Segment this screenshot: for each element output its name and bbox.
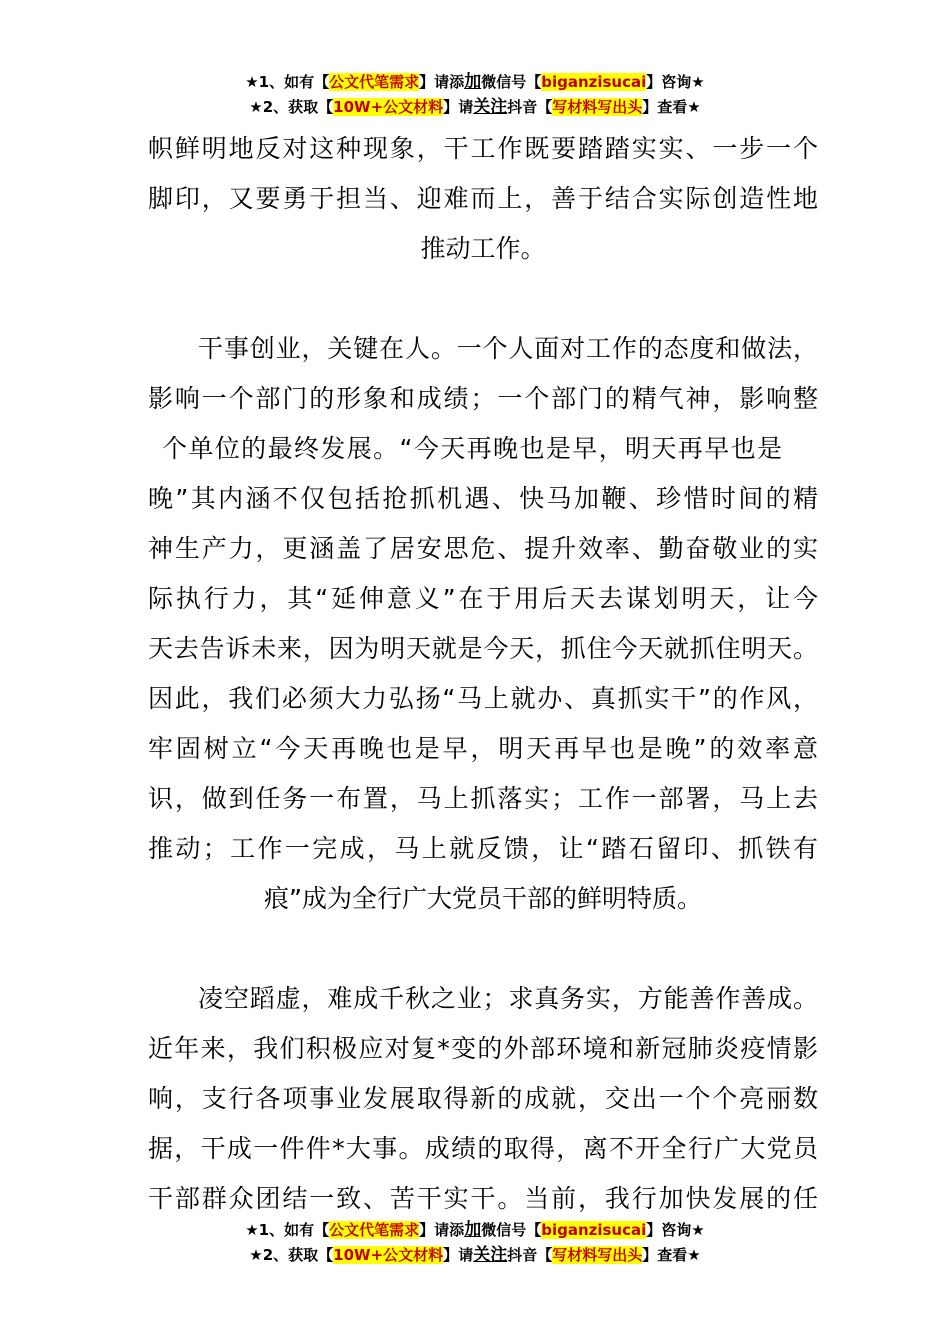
banner-text: 微信号	[481, 1221, 527, 1239]
text-line: 识，做到任务一布置，马上抓落实；工作一部署，马上去	[148, 784, 818, 813]
bracket: 【	[537, 98, 553, 116]
highlight-service: 公文代笔需求	[329, 1221, 420, 1239]
text-line: 推动工作。	[420, 234, 546, 263]
highlight-douyin-account: 写材料写出头	[552, 1246, 643, 1264]
bracket: 】	[443, 98, 459, 116]
banner-line-1	[0, 70, 950, 95]
banner-text: ★2、获取	[249, 1246, 319, 1264]
banner-text: 请	[458, 98, 474, 116]
bracket: 】	[419, 73, 435, 91]
banner-text: ★2、获取	[249, 98, 319, 116]
bracket: 】	[646, 1221, 662, 1239]
banner-emphasis: 加	[464, 72, 482, 92]
highlight-wechat-id: biganzisucai	[541, 1221, 647, 1239]
text-line: 因此，我们必须大力弘扬“马上就办、真抓实干”的作风，	[148, 684, 818, 713]
banner-text: ★1、如有	[245, 1221, 315, 1239]
bracket: 】	[646, 73, 662, 91]
text-line: 凌空蹈虚，难成千秋之业；求真务实，方能善作善成。	[198, 984, 818, 1013]
paragraph-2	[148, 324, 818, 924]
text-line: 帜鲜明地反对这种现象，干工作既要踏踏实实、一步一个	[148, 134, 818, 163]
bracket: 】	[642, 1246, 658, 1264]
banner-text: 请添	[434, 73, 465, 91]
banner-text: 咨询★	[661, 1221, 705, 1239]
text-line: 痕”成为全行广大党员干部的鲜明特质。	[264, 884, 702, 913]
banner-emphasis: 关注	[473, 1245, 508, 1265]
bracket: 】	[443, 1246, 459, 1264]
banner-text: ★1、如有	[245, 73, 315, 91]
paragraph-gap	[148, 924, 818, 974]
footer-banner	[0, 1218, 950, 1268]
banner-line-1	[0, 1218, 950, 1243]
banner-line-2	[0, 95, 950, 120]
banner-text: 微信号	[481, 73, 527, 91]
banner-emphasis: 加	[464, 1220, 482, 1240]
text-line: 推动；工作一完成，马上就反馈，让“踏石留印、抓铁有	[148, 834, 818, 863]
banner-text: 查看★	[657, 98, 701, 116]
text-line: 响，支行各项事业发展取得新的成就，交出一个个亮丽数	[148, 1084, 818, 1113]
text-line: 神生产力，更涵盖了居安思危、提升效率、勤奋敬业的实	[148, 534, 818, 563]
text-line: 近年来，我们积极应对复*变的外部环境和新冠肺炎疫情影	[148, 1034, 818, 1063]
document-body	[148, 124, 818, 1224]
banner-text: 请	[458, 1246, 474, 1264]
banner-text: 查看★	[657, 1246, 701, 1264]
bracket: 】	[642, 98, 658, 116]
text-line: 干事创业，关键在人。一个人面对工作的态度和做法，	[198, 334, 818, 363]
bracket: 】	[419, 1221, 435, 1239]
bracket: 【	[314, 73, 330, 91]
bracket: 【	[318, 1246, 334, 1264]
highlight-wechat-id: biganzisucai	[541, 73, 647, 91]
paragraph-gap	[148, 274, 818, 324]
bracket: 【	[318, 98, 334, 116]
text-line: 据，干成一件件*大事。成绩的取得，离不开全行广大党员	[148, 1134, 818, 1163]
text-line: 影响一个部门的形象和成绩；一个部门的精气神，影响整	[148, 384, 818, 413]
text-line: 干部群众团结一致、苦干实干。当前，我行加快发展的任	[148, 1184, 818, 1213]
banner-text: 抖音	[507, 1246, 538, 1264]
bracket: 【	[526, 73, 542, 91]
bracket: 【	[537, 1246, 553, 1264]
highlight-materials: 10W+公文材料	[333, 98, 444, 116]
paragraph-3	[148, 974, 818, 1224]
banner-text: 抖音	[507, 98, 538, 116]
bracket: 【	[526, 1221, 542, 1239]
text-line: 晚”其内涵不仅包括抢抓机遇、快马加鞭、珍惜时间的精	[148, 484, 818, 513]
text-line: 际执行力，其“延伸意义”在于用后天去谋划明天，让今	[148, 584, 818, 613]
banner-text: 请添	[434, 1221, 465, 1239]
text-line: 个单位的最终发展。“今天再晚也是早，明天再早也是	[162, 434, 782, 463]
highlight-douyin-account: 写材料写出头	[552, 98, 643, 116]
header-banner	[0, 70, 950, 120]
text-line: 牢固树立“今天再晚也是早，明天再早也是晚”的效率意	[148, 734, 818, 763]
banner-emphasis: 关注	[473, 97, 508, 117]
highlight-service: 公文代笔需求	[329, 73, 420, 91]
banner-line-2	[0, 1243, 950, 1268]
text-line: 天去告诉未来，因为明天就是今天，抓住今天就抓住明天。	[148, 634, 818, 663]
banner-text: 咨询★	[661, 73, 705, 91]
text-line: 脚印，又要勇于担当、迎难而上，善于结合实际创造性地	[148, 184, 818, 213]
paragraph-1	[148, 124, 818, 274]
bracket: 【	[314, 1221, 330, 1239]
highlight-materials: 10W+公文材料	[333, 1246, 444, 1264]
